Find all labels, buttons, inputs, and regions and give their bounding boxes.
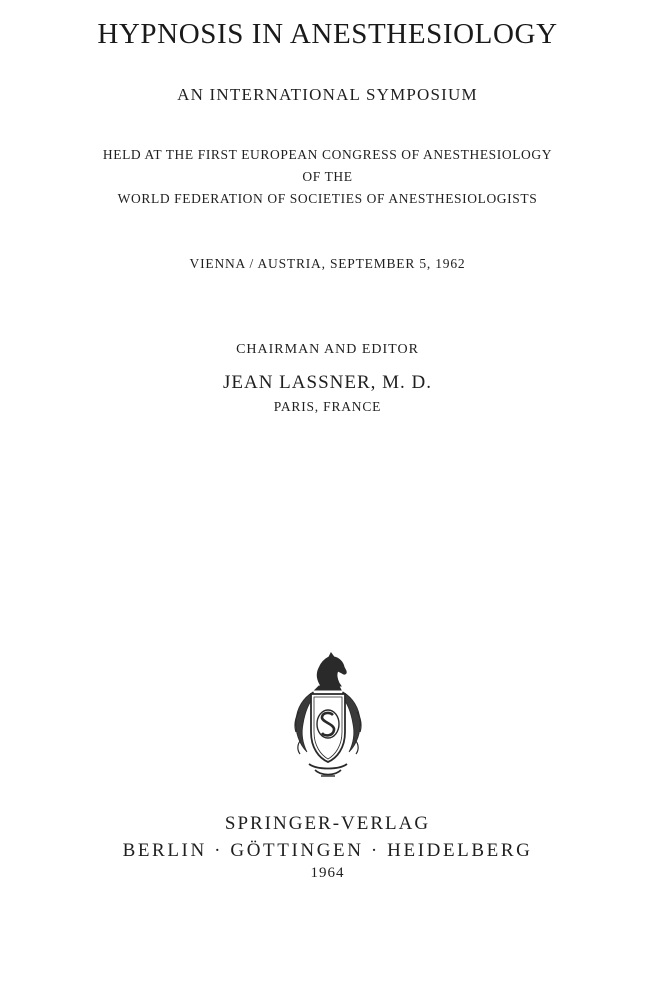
editor-name: JEAN LASSNER, M. D. <box>222 372 433 393</box>
publication-year: 1964 <box>310 865 345 881</box>
symposium-date-place: VIENNA / AUSTRIA, SEPTEMBER 5, 1962 <box>189 256 466 271</box>
held-at-line-3: WORLD FEDERATION OF SOCIETIES OF ANESTHESIOLOGISTS <box>117 191 538 206</box>
publisher-name: SPRINGER-VERLAG <box>224 813 431 834</box>
editor-location: PARIS, FRANCE <box>273 399 382 414</box>
book-subtitle: AN INTERNATIONAL SYMPOSIUM <box>177 85 478 104</box>
publisher-cities: BERLIN · GÖTTINGEN · HEIDELBERG <box>122 840 533 861</box>
editor-role: CHAIRMAN AND EDITOR <box>236 342 419 357</box>
held-at-line-2: OF THE <box>302 169 353 184</box>
held-at-line-1: HELD AT THE FIRST EUROPEAN CONGRESS OF ANESTHESIOLOGY <box>102 147 553 162</box>
springer-knight-logo-icon <box>291 652 365 782</box>
book-title: HYPNOSIS IN ANESTHESIOLOGY <box>97 18 558 50</box>
